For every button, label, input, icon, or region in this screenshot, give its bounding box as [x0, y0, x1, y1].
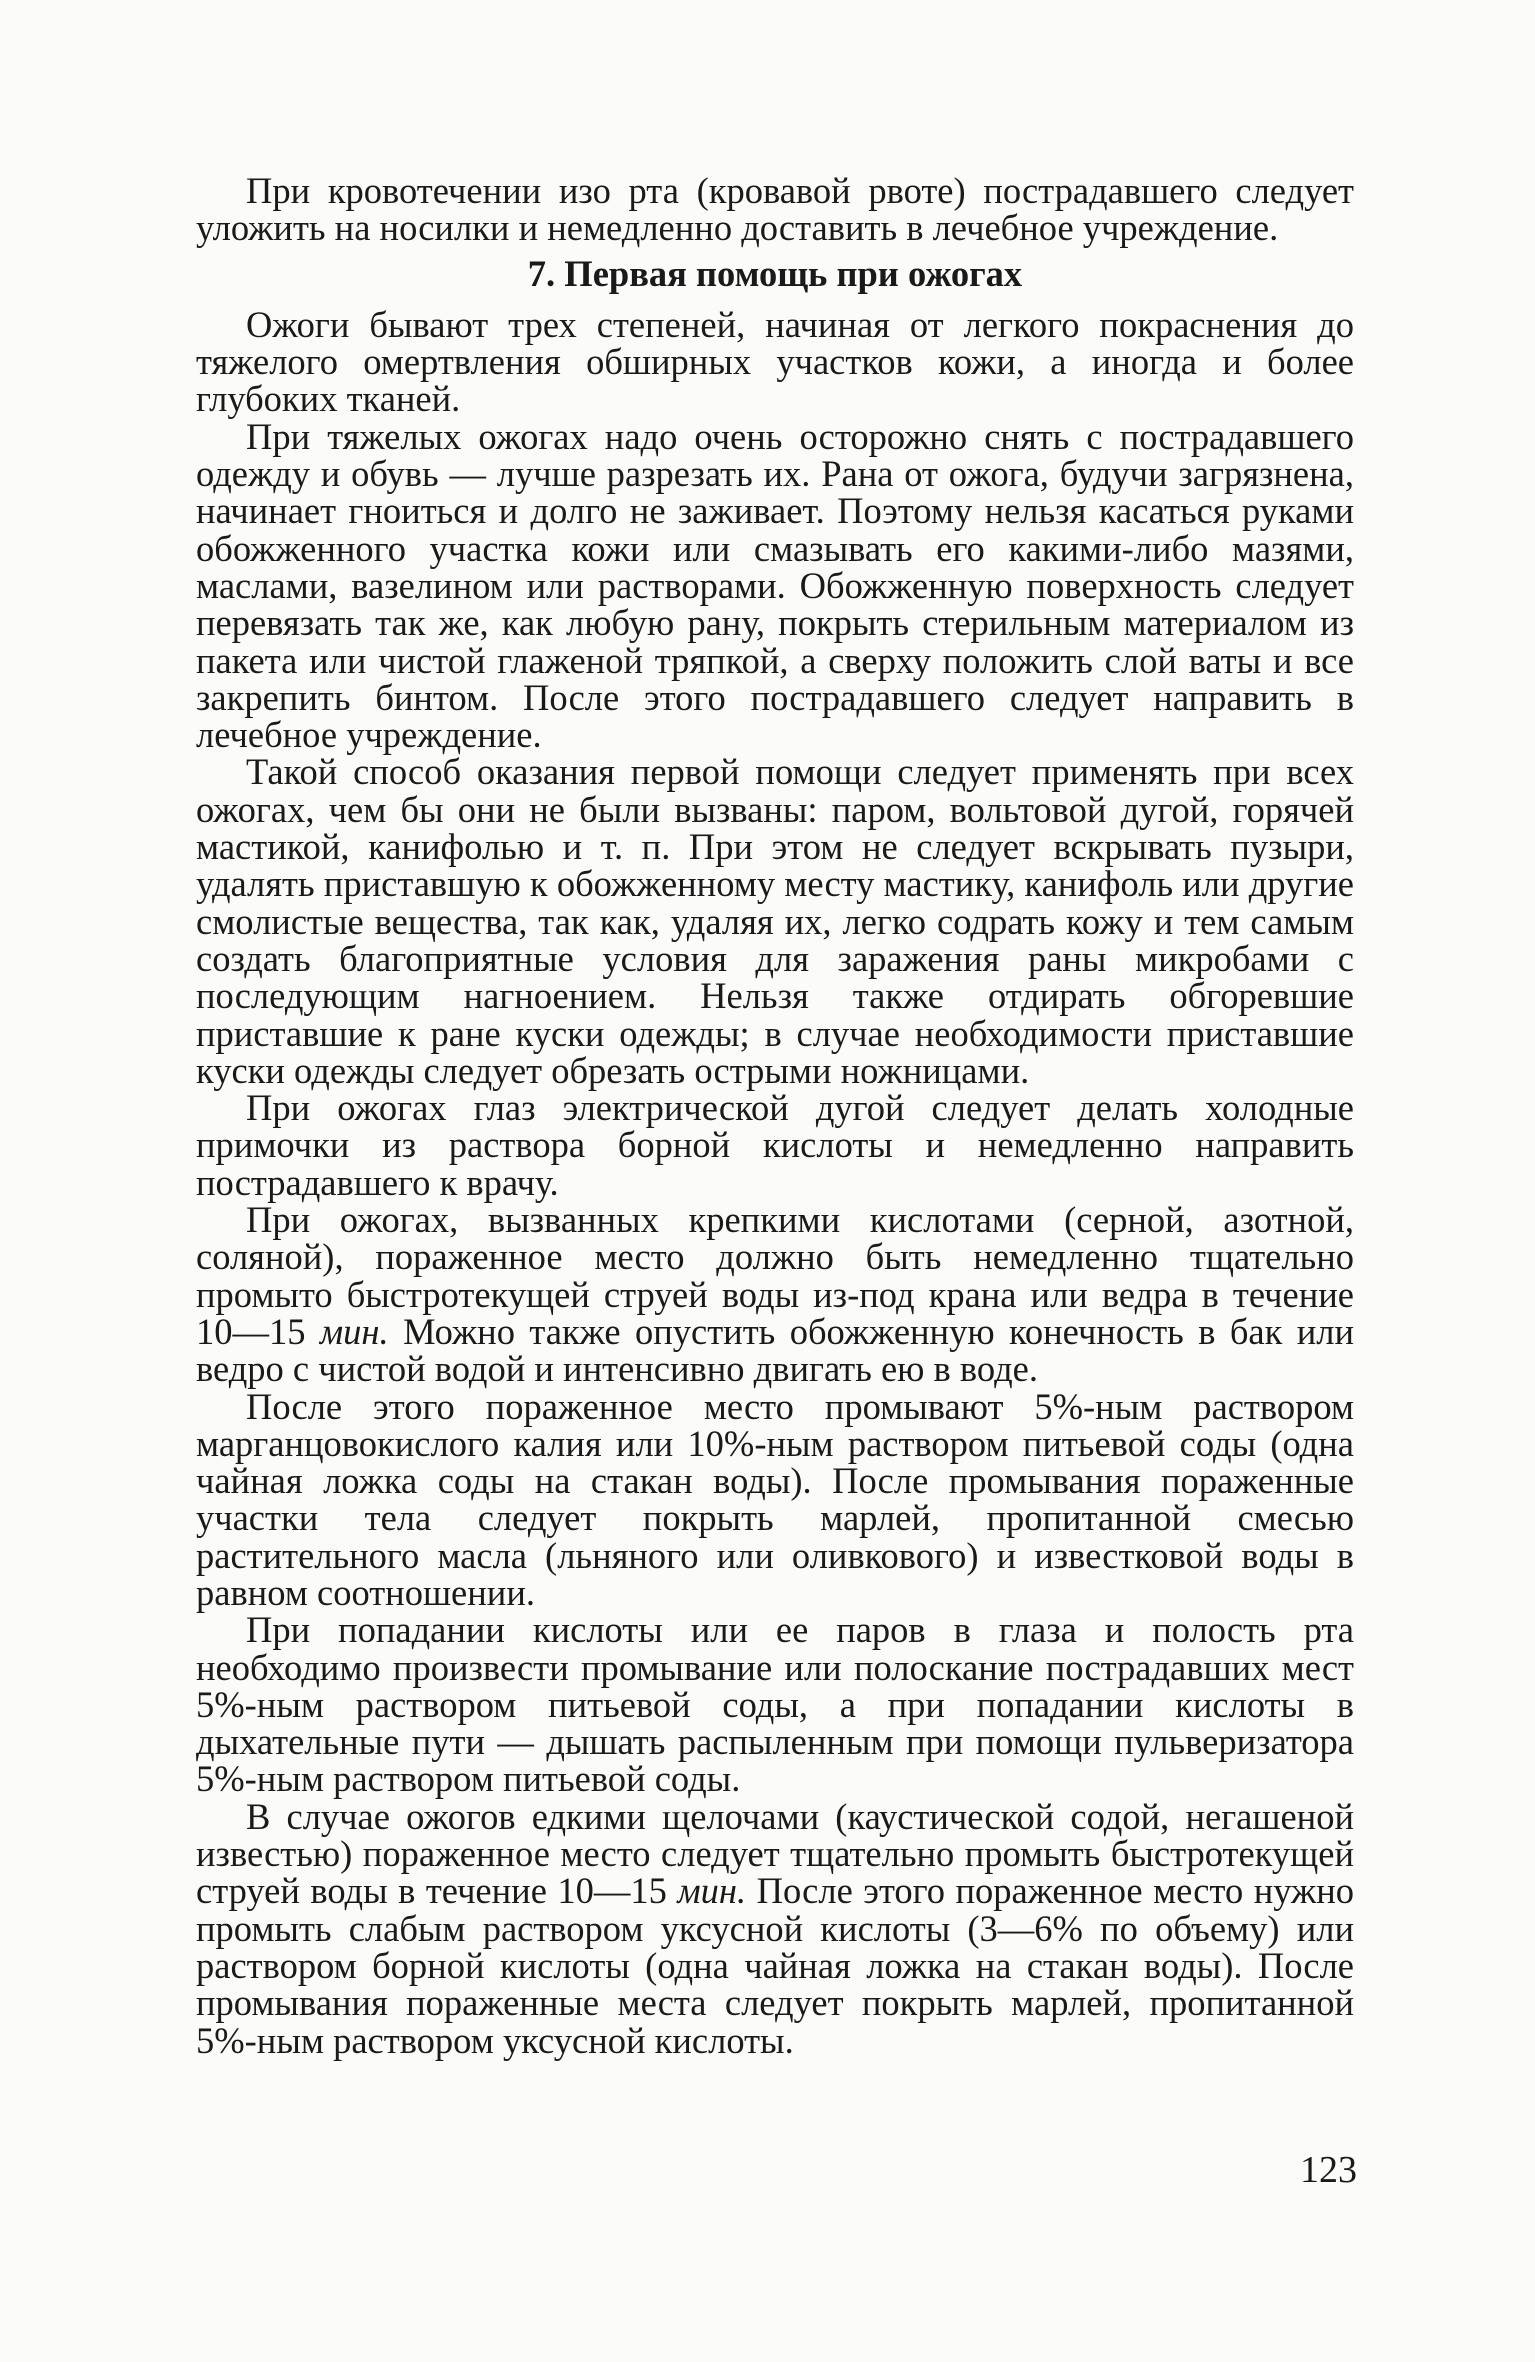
paragraph-acid-eyes-mouth: При попадании кислоты или ее паров в глаза и полость рта необходимо произвести промывание или полоскание пострадавших мест 5%-ным раствором питьевой соды, а при попадании кислоты в дыхательные пути — дышать распыленным при помощи пульверизатора 5%-ным раствором питьевой соды. — [196, 1609, 1354, 1800]
alkali-burns-text-b: После этого пораженное место нужно промыть слабым раствором уксусной кислоты (3—6% по объему) или раствором борной кислоты (одна чайная ложка на стакан воды). После промывания пораженные места следует покрыть марлей, пропитанной 5%-ным раствором уксусной кислоты. — [196, 1870, 1354, 2061]
acid-burns-unit: мин. — [319, 1310, 389, 1352]
paragraph-eye-burns: При ожогах глаз электрической дугой следует делать холодные примочки из раствора борной кислоты и немедленно направить пострадавшего к врачу. — [196, 1087, 1354, 1203]
paragraph-burn-degrees: Ожоги бывают трех степеней, начиная от легкого покраснения до тяжелого омертвления обширных участков кожи, а иногда и более глубоких тканей. — [196, 303, 1354, 420]
acid-burns-text-a: При ожогах, вызванных крепкими кислотами (серной, азотной, соляной), пораженное место должно быть немедленно тщательно промыто быстротекущей струей воды из-под крана или ведра в течение 10—15 — [196, 1199, 1354, 1352]
paragraph-after-acid-wash: После этого пораженное место промывают 5%-ным раствором марганцовокислого калия или 10%-ным раствором питьевой соды (одна чайная ложка соды на стакан воды). После промывания пораженные участки тела следует покрыть марлей, пропитанной смесью растительного масла (льняного или оливкового) и известковой воды в равном соотношении. — [196, 1385, 1354, 1613]
alkali-burns-text-a: В случае ожогов едкими щелочами (каустической содой, негашеной известью) пораженное место следует тщательно промыть быстротекущей струей воды в течение 10—15 — [196, 1795, 1354, 1912]
acid-burns-text-b: Можно также опустить обожженную конечность в бак или ведро с чистой водой и интенсивно двигать ею в воде. — [196, 1310, 1354, 1390]
paragraph-bleeding: При кровотечении изо рта (кровавой рвоте) пострадавшего следует уложить на носилки и немедленно доставить в лечебное учреждение. — [196, 170, 1354, 249]
paragraph-acid-burns — [196, 1199, 1354, 1390]
page-text — [196, 172, 1354, 2059]
paragraph-severe-burns: При тяжелых ожогах надо очень осторожно снять с пострадавшего одежду и обувь — лучше разрезать их. Рана от ожога, будучи загрязнена, начинает гноиться и долго не заживает. Поэтому нельзя касаться руками обожженного участка кожи или смазывать его какими-либо мазями, маслами, вазелином или растворами. Обожженную поверхность следует перевязать так же, как любую рану, покрыть стерильным материалом из пакета или чистой глаженой тряпкой, а сверху положить слой ваты и все закрепить бинтом. После этого пострадавшего следует направить в лечебное учреждение. — [196, 415, 1354, 756]
page-number: 123 — [1300, 2149, 1357, 2191]
paragraph-first-aid-method: Такой способ оказания первой помощи следует применять при всех ожогах, чем бы они не были вызваны: паром, вольтовой дугой, горячей мастикой, канифолью и т. п. При этом не следует вскрывать пузыри, удалять приставшую к обожженному месту мастику, канифоль или другие смолистые вещества, так как, удаляя их, легко содрать кожу и тем самым создать благоприятные условия для заражения раны микробами с последующим нагноением. Нельзя также отдирать обгоревшие приставшие к ране куски одежды; в случае необходимости приставшие куски одежды следует обрезать острыми ножницами. — [196, 751, 1354, 1091]
paragraph-alkali-burns — [196, 1795, 1354, 2061]
alkali-burns-unit: мин. — [677, 1870, 747, 1912]
section-heading: 7. Первая помощь при ожогах — [527, 252, 1023, 294]
